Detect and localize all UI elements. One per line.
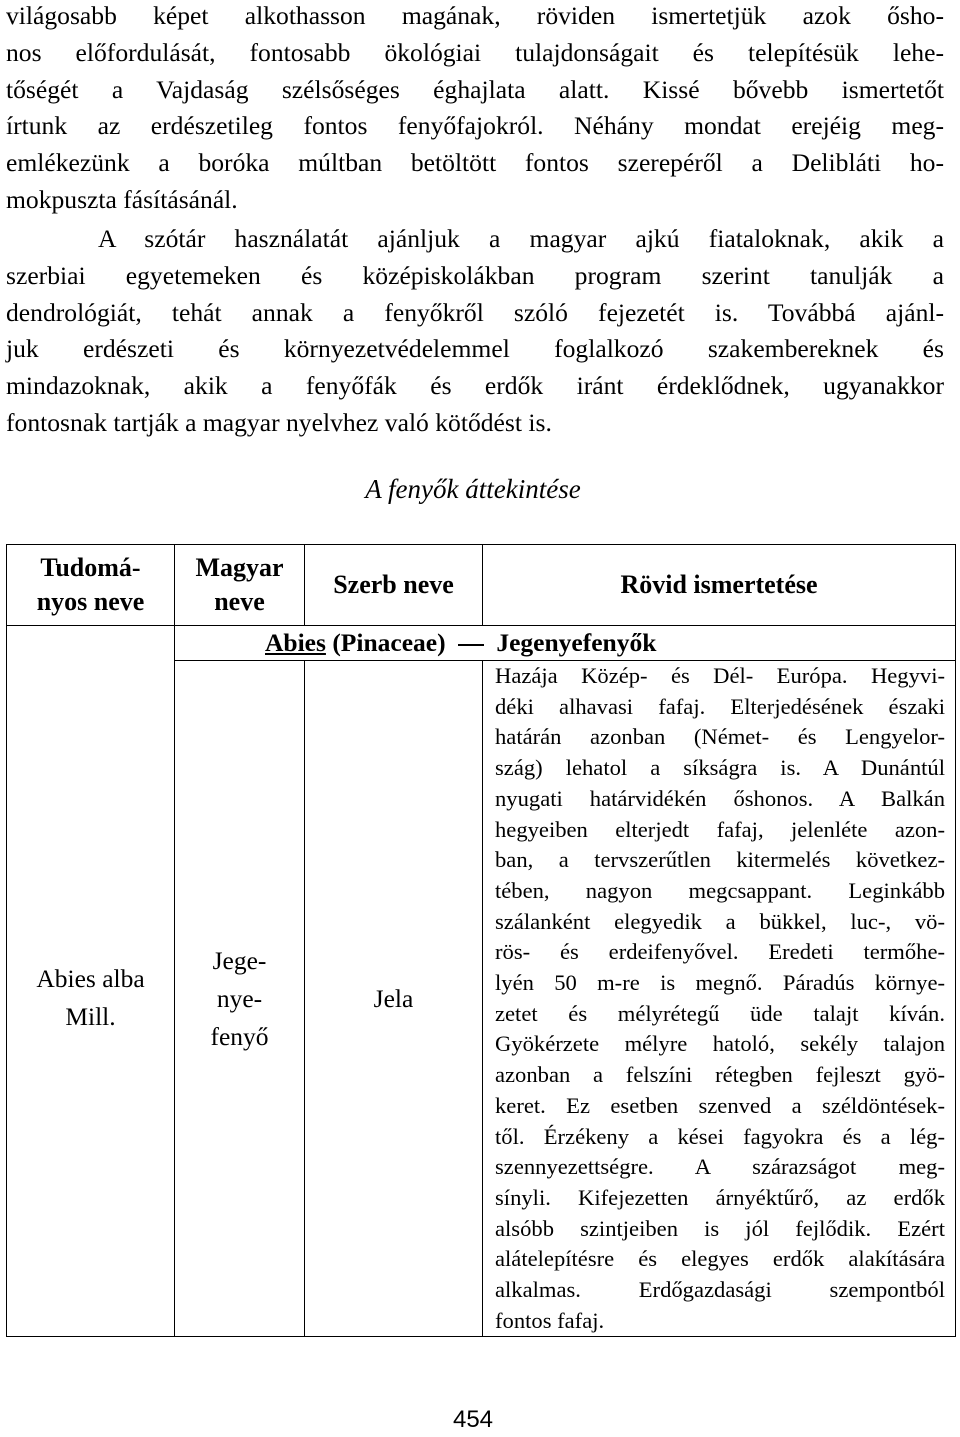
description-line: szennyezettségre. A szárazságot meg- (495, 1154, 945, 1180)
text-line: A szótár használatát ajánljuk a magyar ajkú fiataloknak, akik a (98, 224, 944, 253)
recommendation-paragraph (6, 221, 944, 442)
scientific-name-cell (7, 661, 175, 1337)
description-line: sínyli. Kifejezetten árnyéktűrő, az erdők (495, 1184, 945, 1210)
page-number: 454 (452, 1406, 494, 1433)
header-scientific-line: nyos neve (36, 587, 145, 616)
genus-group-title (175, 626, 956, 661)
text-line: juk erdészeti és környezetvédelemmel foglalkozó szakembereknek és (6, 334, 944, 364)
text-line: mindazoknak, akik a fenyőfák és erdők iránt érdeklődnek, ugyanakkor (6, 371, 944, 401)
text-line: fontosnak tartják a magyar nyelvhez való kötődést is. (6, 407, 552, 437)
description-line: déki alhavasi fafaj. Elterjedésének északi (495, 693, 945, 719)
header-scientific-name (7, 545, 175, 626)
description-line: fontos fafaj. (495, 1307, 605, 1333)
text-line: világosabb képet alkothasson magának, röviden ismertetjük azok ősho- (6, 1, 944, 30)
intro-paragraph (6, 0, 944, 219)
text-line: dendrológiát, tehát annak a fenyőkről szóló fejezetét is. Továbbá ajánl- (6, 297, 944, 327)
conifer-overview-table (6, 544, 956, 1337)
hungarian-name-line: nye- (216, 983, 263, 1013)
genus-group-row (7, 626, 956, 661)
hungarian-name-cell (175, 661, 305, 1337)
description-line: alkalmas. Erdőgazdasági szempontból (495, 1277, 945, 1303)
scientific-name-line: Mill. (65, 1002, 116, 1032)
header-hungarian-name (175, 545, 305, 626)
header-scientific-line: Tudomá- (40, 553, 141, 582)
description-cell (483, 661, 956, 1337)
text-line: emlékezünk a boróka múltban betöltött fontos szerepéről a Delibláti ho- (6, 148, 944, 178)
text-line: mokpuszta fásításánál. (6, 184, 238, 214)
header-serbian-name: Szerb neve (305, 545, 483, 626)
dash-separator (458, 644, 484, 646)
description-line: alsóbb szintjeiben is jól fejlődik. Ezért (495, 1215, 945, 1241)
description-line: lyén 50 m-re is megnő. Páradús környe- (495, 970, 945, 996)
table-header-row (7, 545, 956, 626)
description-line: tében, nagyon megcsappant. Leginkább (495, 877, 945, 903)
table-caption: A fenyők áttekintése (365, 474, 581, 504)
hungarian-name-line: Jege- (212, 945, 267, 975)
description-line: alátelepítésre és elegyes erdők alakítására (495, 1246, 945, 1272)
description-line: rös- és erdeifenyővel. Eredeti termőhe- (495, 939, 945, 965)
genus-name: Abies (265, 628, 326, 657)
genus-common-name: Jegenyefenyők (496, 628, 657, 657)
description-line: szág) lehatol a síkságra is. A Dunántúl (495, 755, 945, 781)
description-line: azonban a felszíni rétegben fejleszt gyö- (495, 1062, 945, 1088)
description-line: től. Érzékeny a kései fagyokra és a lég- (495, 1123, 945, 1149)
family-name: (Pinaceae) (332, 628, 446, 657)
header-hungarian-line: Magyar (195, 553, 284, 582)
description-line: hegyeiben elterjedt fafaj, jelenléte azon- (495, 816, 945, 842)
header-description: Rövid ismertetése (483, 545, 956, 626)
text-line: tőségét a Vajdaság szélsőséges éghajlata alatt. Kissé bővebb ismertetőt (6, 74, 944, 104)
description-line: szálanként elegyedik a bükkel, luc-, vö- (495, 908, 945, 934)
table-row (7, 661, 956, 1337)
hungarian-name-line: fenyő (210, 1021, 269, 1051)
description-line: keret. Ez esetben szenved a széldöntések- (495, 1092, 945, 1118)
description-line: ban, a tervszerűtlen kitermelés következ- (495, 847, 945, 873)
scientific-name-line: Abies alba (36, 964, 145, 994)
serbian-name-cell: Jela (305, 661, 483, 1337)
description-line: Hazája Közép- és Dél- Európa. Hegyvi- (495, 663, 945, 688)
description-line: Gyökérzete mélyre hatoló, sekély talajon (495, 1031, 945, 1057)
description-line: határán azonban (Német- és Lengyelor- (495, 724, 945, 750)
description-line: zetet és mélyrétegű üde talajt kíván. (495, 1000, 945, 1026)
text-line: nos előfordulását, fontosabb ökológiai tulajdonságait és telepítésük lehe- (6, 37, 944, 67)
header-hungarian-line: neve (214, 587, 265, 616)
text-line: szerbiai egyetemeken és középiskolákban program szerint tanulják a (6, 260, 944, 290)
description-line: nyugati határvidékén őshonos. A Balkán (495, 785, 945, 811)
text-line: írtunk az erdészetileg fontos fenyőfajokról. Néhány mondat erejéig meg- (6, 111, 944, 141)
